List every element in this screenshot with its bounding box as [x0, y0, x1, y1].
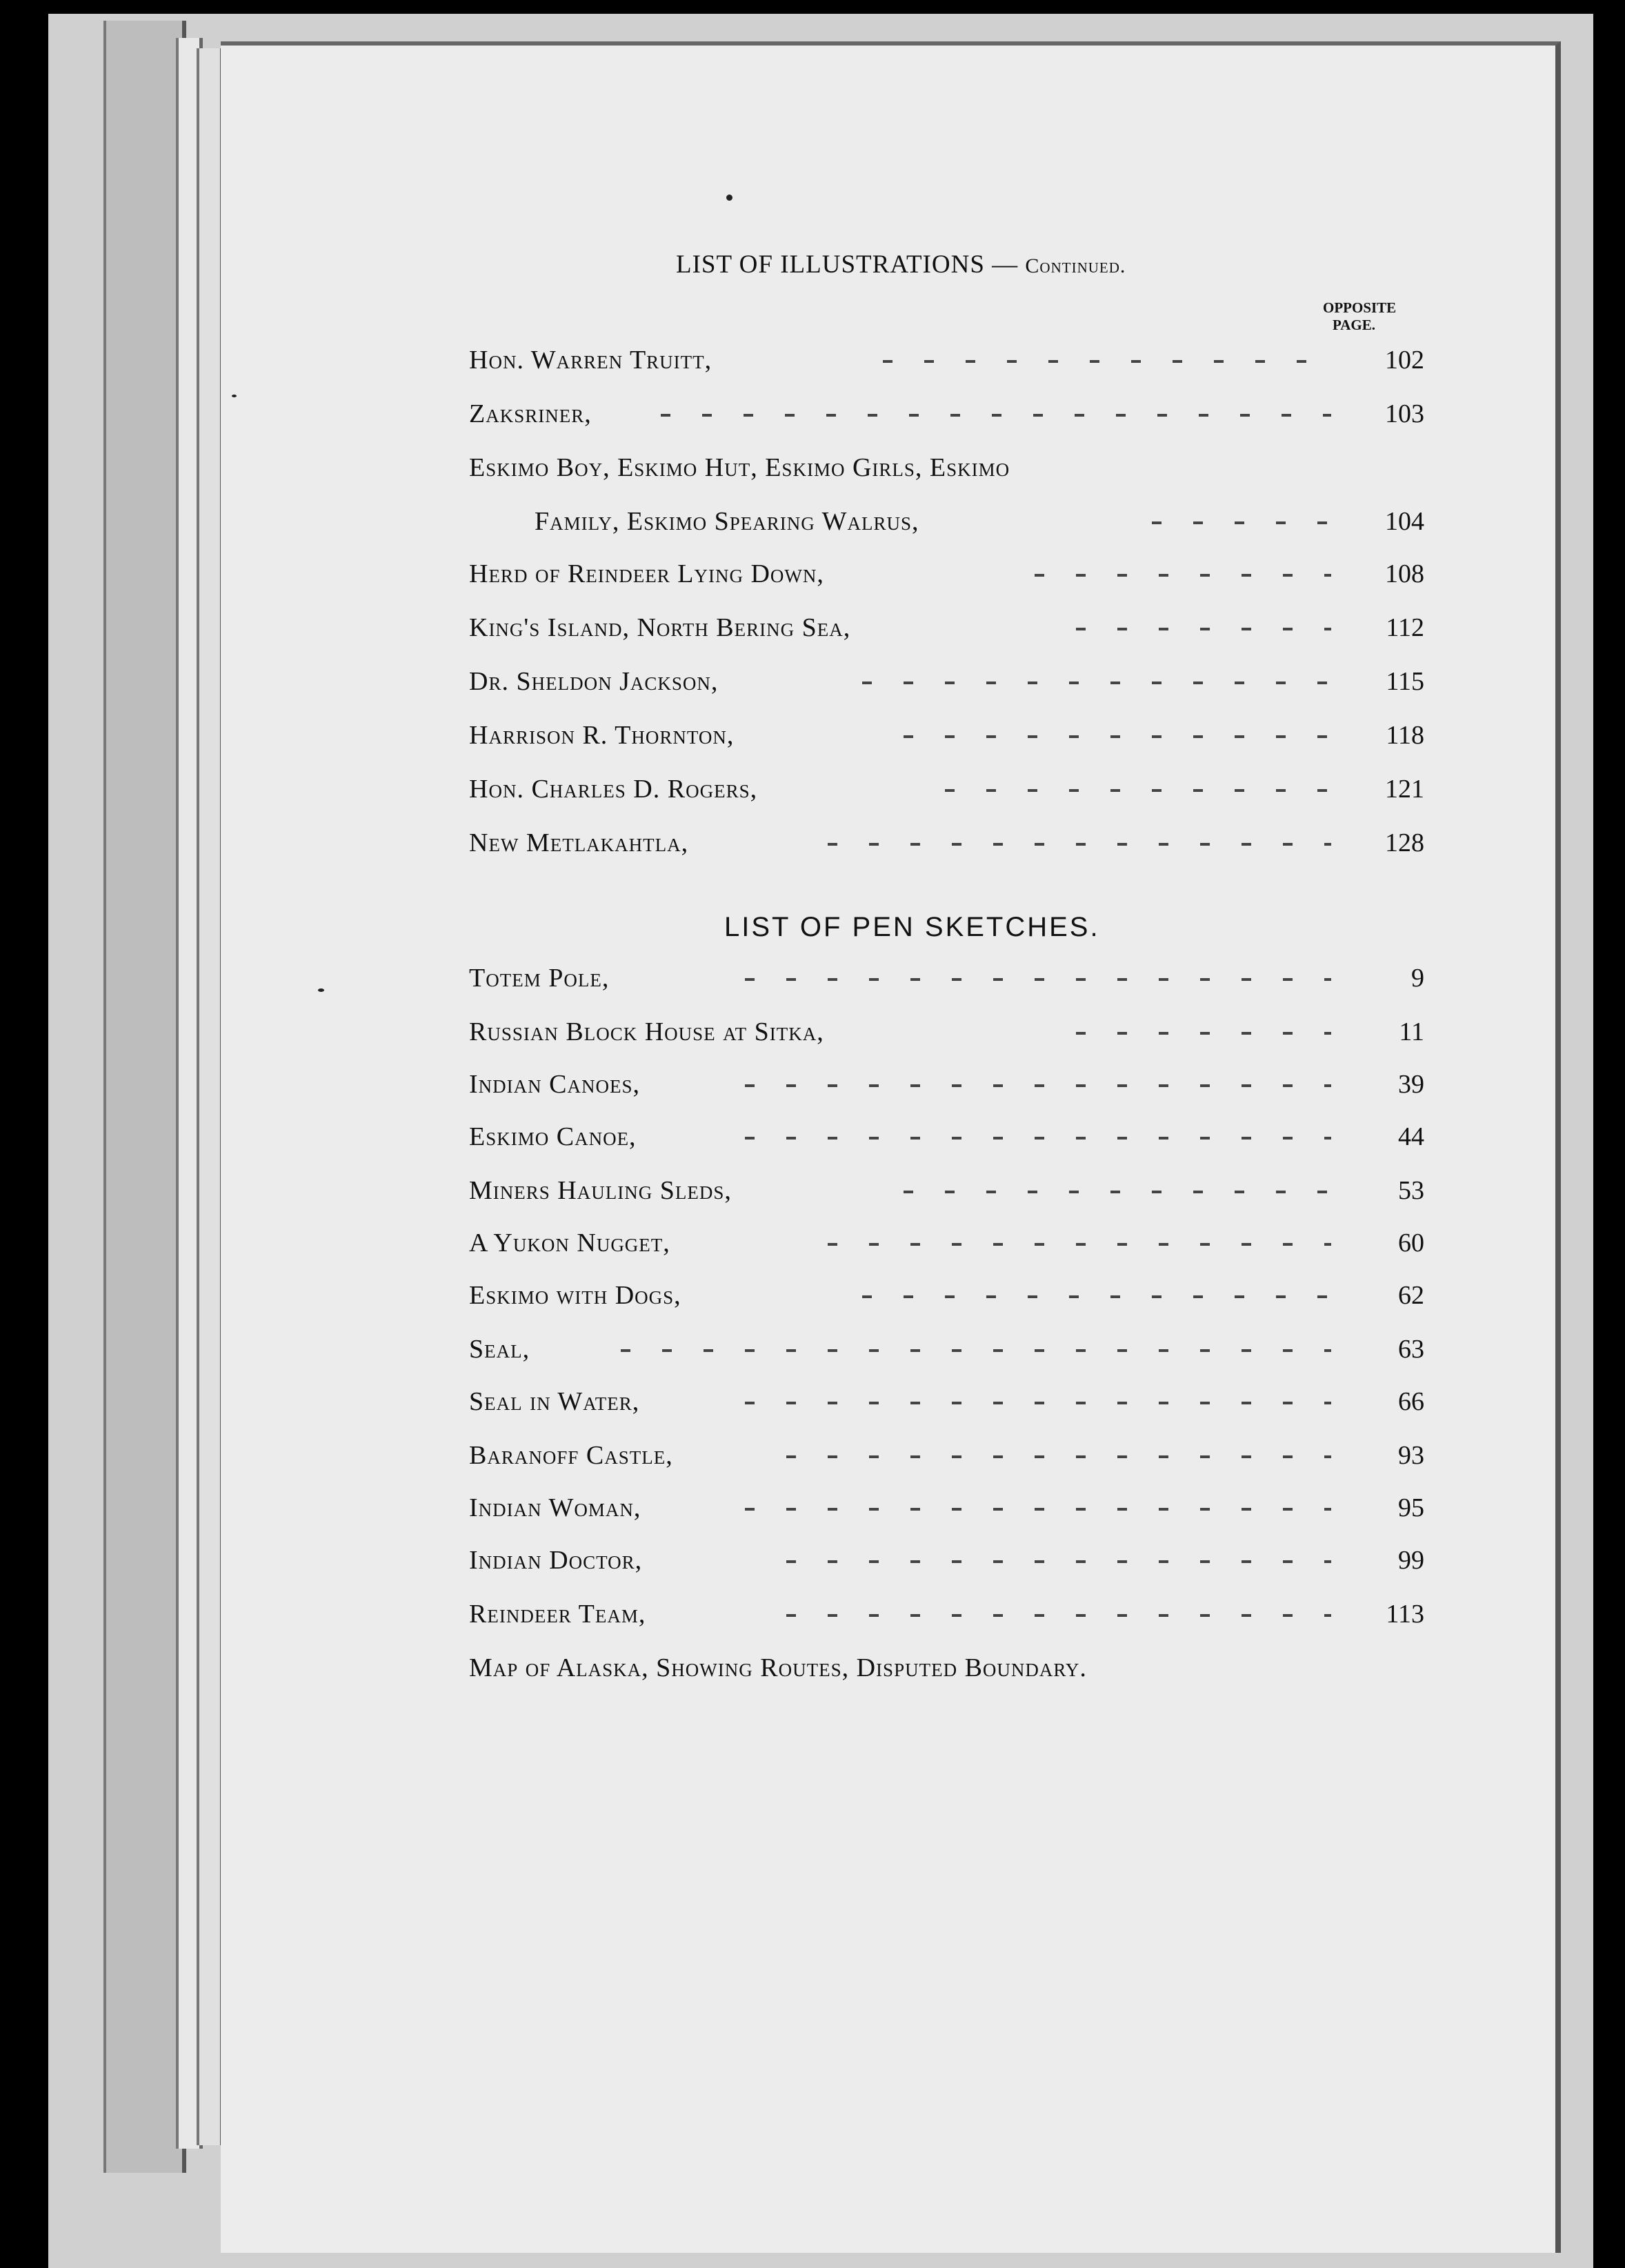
list-item: Miners Hauling Sleds, 53 — [469, 1176, 1424, 1205]
list-item: Family, Eskimo Spearing Walrus, 104 — [535, 507, 1424, 536]
ink-speck — [318, 988, 324, 992]
list-item: A Yukon Nugget, 60 — [469, 1228, 1424, 1257]
page-edge-outer — [103, 21, 186, 2173]
list-item: Map of Alaska, Showing Routes, Disputed Boundary. — [469, 1653, 1087, 1682]
list-item: Zaksriner, 103 — [469, 399, 1424, 428]
list-item: Indian Canoes, 39 — [469, 1070, 1424, 1099]
ink-speck — [726, 195, 732, 201]
list-item: Reindeer Team, 113 — [469, 1600, 1424, 1629]
list-item: Hon. Charles D. Rogers, 121 — [469, 775, 1424, 804]
list-item: Indian Doctor, 99 — [469, 1546, 1424, 1575]
list-item: Hon. Warren Truitt, 102 — [469, 346, 1424, 375]
list-item: Eskimo Canoe, 44 — [469, 1122, 1424, 1151]
page-title: LIST OF ILLUSTRATIONS — Continued. — [676, 250, 1126, 279]
pen-sketches-heading: LIST OF PEN SKETCHES. — [724, 912, 1100, 942]
list-item: New Metlakahtla, 128 — [469, 828, 1424, 857]
list-item: King's Island, North Bering Sea, 112 — [469, 613, 1424, 642]
list-item: Seal, 63 — [469, 1335, 1424, 1364]
ink-speck — [232, 395, 237, 397]
list-item: Herd of Reindeer Lying Down, 108 — [469, 559, 1424, 588]
opposite-page-label: OPPOSITE PAGE. — [1323, 299, 1397, 333]
list-item: Harrison R. Thornton, 118 — [469, 721, 1424, 750]
page-edge-inner — [197, 48, 224, 2145]
list-item: Baranoff Castle, 93 — [469, 1441, 1424, 1470]
list-item: Eskimo Boy, Eskimo Hut, Eskimo Girls, Eskimo — [469, 453, 1010, 482]
list-item: Eskimo with Dogs, 62 — [469, 1281, 1424, 1310]
list-item: Dr. Sheldon Jackson, 115 — [469, 667, 1424, 696]
list-item: Indian Woman, 95 — [469, 1493, 1424, 1522]
list-item: Seal in Water, 66 — [469, 1387, 1424, 1416]
list-item: Totem Pole, 9 — [469, 964, 1424, 993]
list-item: Russian Block House at Sitka, 11 — [469, 1017, 1424, 1046]
